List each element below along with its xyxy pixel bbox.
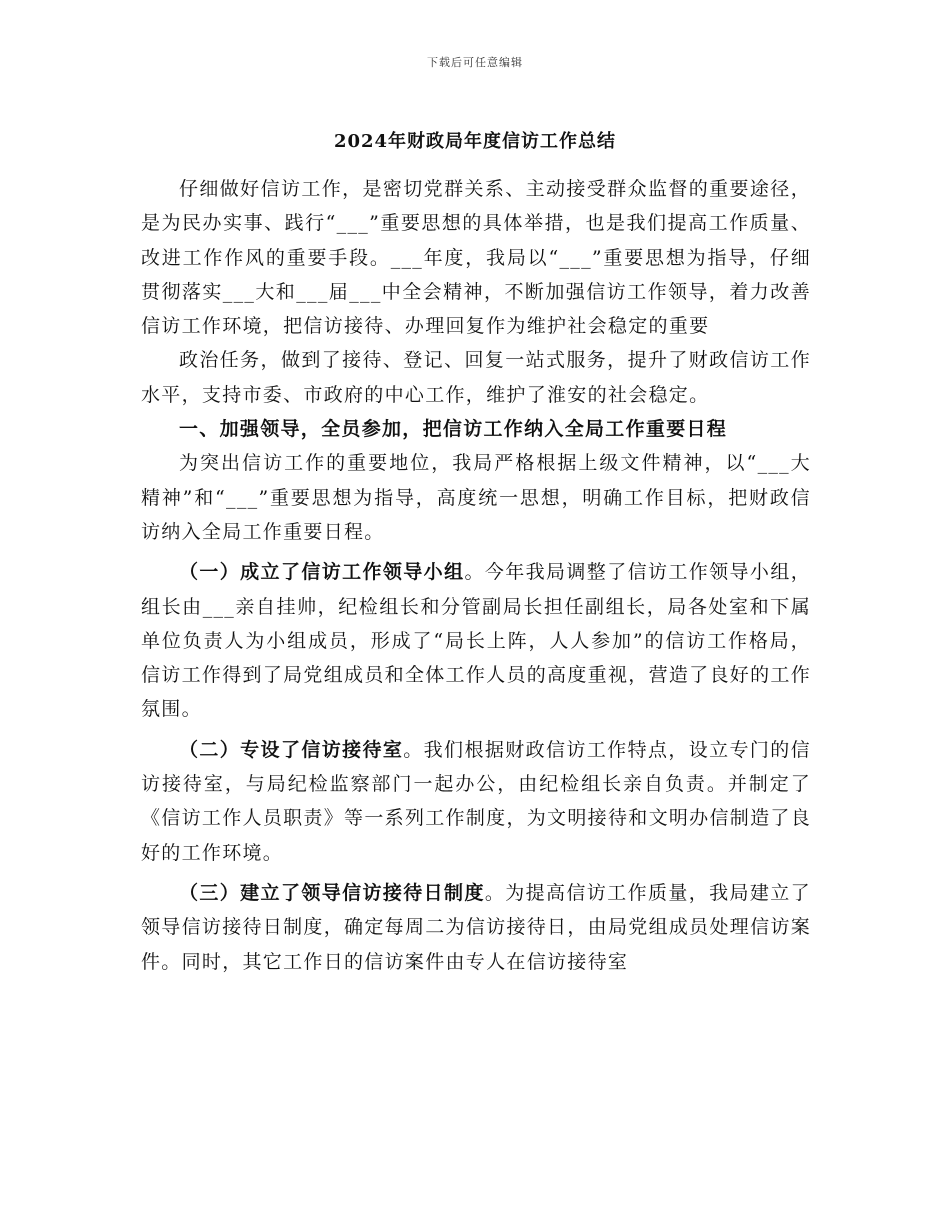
subsection-lead-2: （二）专设了信访接待室: [179, 738, 404, 761]
paragraph-subsection-1: [141, 555, 811, 726]
header-note: 下载后可任意编辑: [427, 56, 523, 69]
paragraph-intro: 仔细做好信访工作，是密切党群关系、主动接受群众监督的重要途径，是为民办实事、践行“___”重要思想的具体举措，也是我们提高工作质量、改进工作作风的重要手段。___年度，我局以“___”重要思想为指导，仔细贯彻落实___大和___届___中全会精神，不断加强信访工作领导，着力改善信访工作环境，把信访接待、办理回复作为维护社会稳定的重要: [141, 178, 811, 338]
section-heading-1: 一、加强领导，全员参加，把信访工作纳入全局工作重要日程: [179, 418, 728, 441]
subsection-lead-1: （一）成立了信访工作领导小组: [179, 561, 465, 584]
subsection-lead-3: （三）建立了领导信访接待日制度: [179, 881, 485, 904]
paragraph-subsection-2: [141, 733, 811, 870]
subsection-text-2: 。我们根据财政信访工作特点，设立专门的信访接待室，与局纪检监察部门一起办公，由纪检组长亲自负责。并制定了《信访工作人员职责》等一系列工作制度，为文明接待和文明办信制造了良好的工作环境。: [141, 738, 811, 864]
document-body: [141, 172, 811, 979]
subsection-text-3: 。为提高信访工作质量，我局建立了领导信访接待日制度，确定每周二为信访接待日，由局党组成员处理信访案件。同时，其它工作日的信访案件由专人在信访接待室: [141, 881, 811, 973]
document-title: 2024年财政局年度信访工作总结: [333, 131, 617, 152]
paragraph-subsection-3: [141, 876, 811, 979]
paragraph-intro-continued: 政治任务，做到了接待、登记、回复一站式服务，提升了财政信访工作水平，支持市委、市政府的中心工作，维护了淮安的社会稳定。: [141, 349, 811, 406]
subsection-text-1: 。今年我局调整了信访工作领导小组，组长由___亲自挂帅，纪检组长和分管副局长担任副组长，局各处室和下属单位负责人为小组成员，形成了“局长上阵，人人参加”的信访工作格局，信访工作得到了局党组成员和全体工作人员的高度重视，营造了良好的工作氛围。: [141, 561, 812, 721]
paragraph-section-1: 为突出信访工作的重要地位，我局严格根据上级文件精神，以“___大精神”和“___”重要思想为指导，高度统一思想，明确工作目标，把财政信访纳入全局工作重要日程。: [141, 452, 811, 543]
